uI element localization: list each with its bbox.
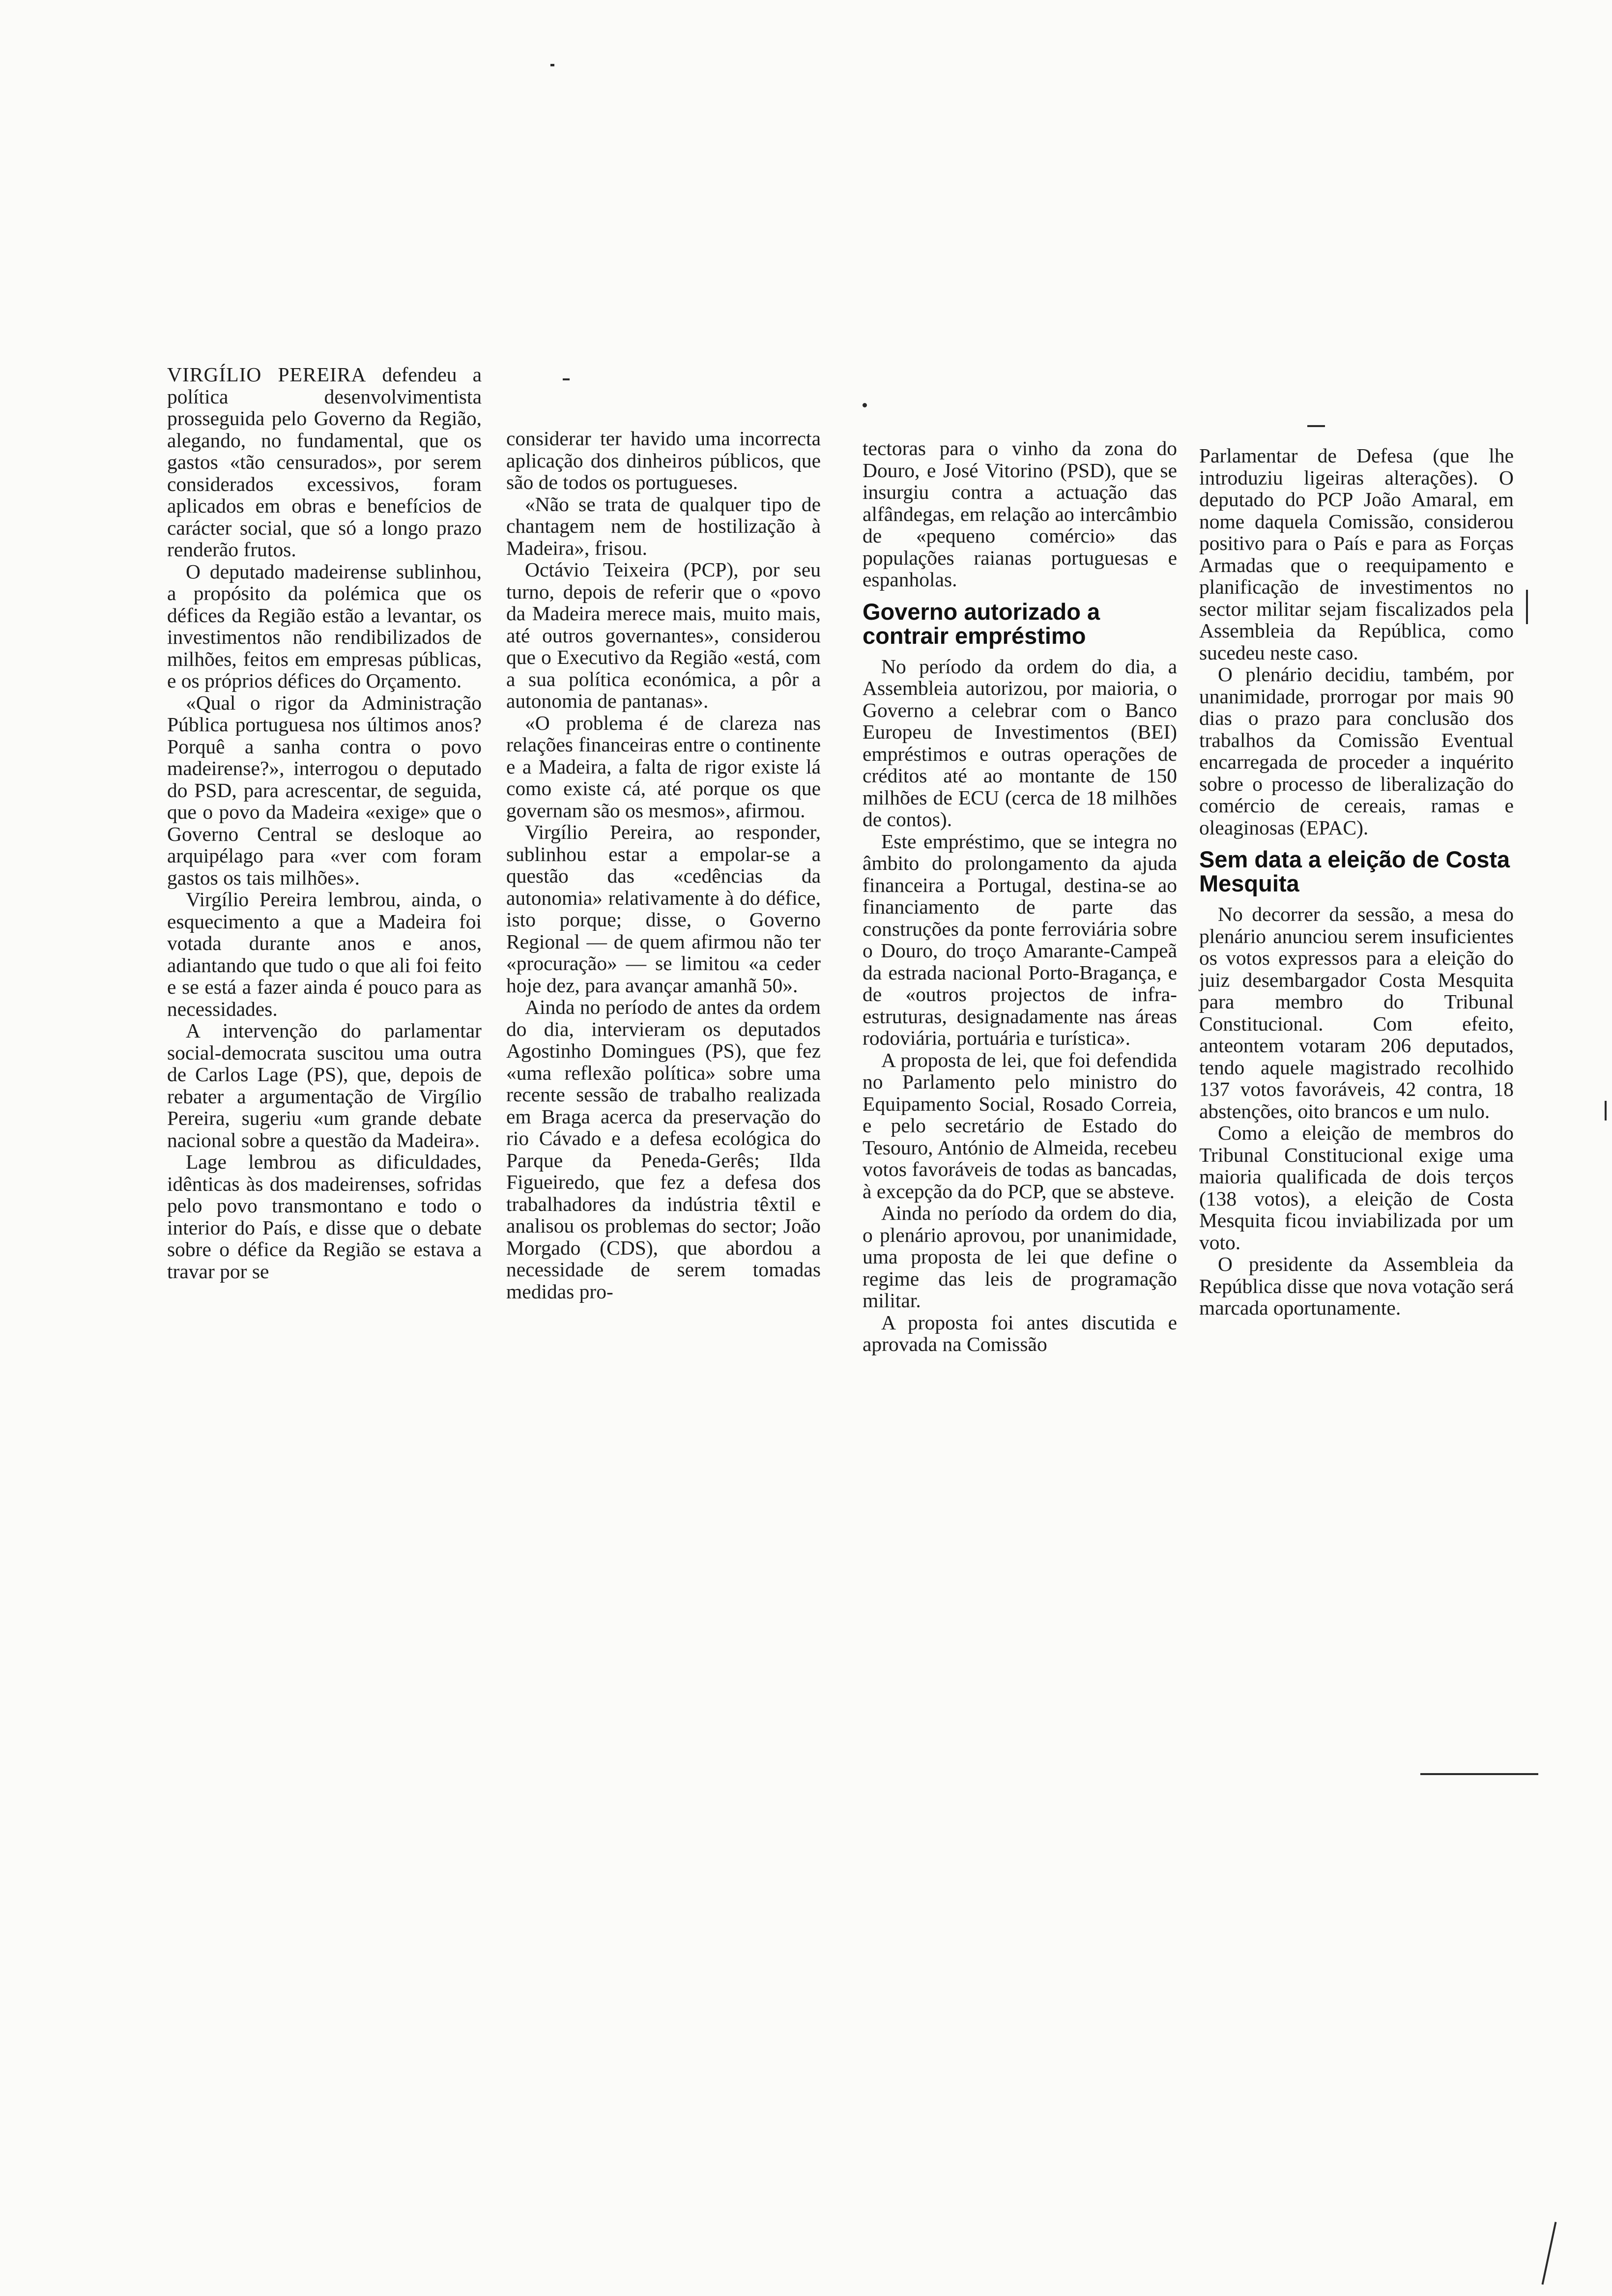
paragraph: Virgílio Pereira lembrou, ainda, o esquecimento a que a Madeira foi votada durante anos e anos, adiantando que tudo o que ali foi feito e se está a fazer ainda é pouco para as necessidades.	[167, 888, 482, 1020]
scan-speck	[1542, 2222, 1557, 2285]
paragraph	[167, 364, 482, 561]
paragraph: Virgílio Pereira, ao responder, sublinhou estar a empolar-se a questão das «cedências da autonomia» relativamente à do défice, isto porque; disse, o Governo Regional — de quem afirmou não ter «procuração» — se limitou «a ceder hoje dez, para avançar amanhã 50».	[506, 821, 821, 997]
scan-speck	[863, 403, 867, 407]
paragraph: Como a eleição de membros do Tribunal Constitucional exige uma maioria qualificada de dois terços (138 votos), a eleição de Costa Mesquita ficou inviabilizada por um voto.	[1199, 1121, 1514, 1254]
scan-speck	[1605, 1101, 1607, 1120]
paragraph: No decorrer da sessão, a mesa do plenário anunciou serem insuficientes os votos expressos para a eleição do juiz desembargador Costa Mesquita para membro do Tribunal Constitucional. Com efeito, anteontem votaram 206 deputados, tendo aquele magistrado recolhido 137 votos favoráveis, 42 contra, 18 abstenções, oito brancos e um nulo.	[1199, 903, 1514, 1122]
paragraph: considerar ter havido uma incorrecta aplicação dos dinheiros públicos, que são de todos os portugueses.	[506, 427, 821, 493]
paragraph: tectoras para o vinho da zona do Douro, e José Vitorino (PSD), que se insurgiu contra a actuação das alfândegas, em relação ao intercâmbio de «pequeno comércio» das populações raianas portuguesas e espanholas.	[863, 437, 1177, 591]
paragraph: Octávio Teixeira (PCP), por seu turno, depois de referir que o «povo da Madeira merece mais, muito mais, até outros governantes», considerou que o Executivo da Região «está, com a sua política económica, a pôr a autonomia de pantanas».	[506, 558, 821, 712]
paragraph: «Qual o rigor da Administração Pública portuguesa nos últimos anos? Porquê a sanha contra o povo madeirense?», interrogou o deputado do PSD, para acrescentar, de seguida, que o povo da Madeira «exige» que o Governo Central se desloque ao arquipélago para «ver com foram gastos os tais milhões».	[167, 691, 482, 889]
paragraph: O plenário decidiu, também, por unanimidade, prorrogar por mais 90 dias o prazo para conclusão dos trabalhos da Comissão Eventual encarregada de proceder a inquérito sobre o processo de liberalização do comércio de cereais, ramas e oleaginosas (EPAC).	[1199, 663, 1514, 839]
scan-speck	[1526, 590, 1528, 624]
scan-speck	[563, 378, 570, 380]
paragraph: Ainda no período de antes da ordem do dia, intervieram os deputados Agostinho Domingues (PS), que fez «uma reflexão política» sobre uma recente sessão de trabalho realizada em Braga acerca da preservação do rio Cávado e a defesa ecológica do Parque da Peneda-Gerês; Ilda Figueiredo, que fez a defesa dos trabalhadores da indústria têxtil e analisou os problemas do sector; João Morgado (CDS), que abordou a necessidade de serem tomadas medidas pro-	[506, 996, 821, 1303]
scan-speck	[550, 64, 554, 66]
scan-rule	[1420, 1773, 1538, 1775]
article-column-3	[863, 437, 1177, 1355]
paragraph: Este empréstimo, que se integra no âmbito do prolongamento da ajuda financeira a Portugal, destina-se ao financiamento de parte das construções da ponte ferroviária sobre o Douro, do troço Amarante-Campeã da estrada nacional Porto-Bragança, e de «outros projectos de infra-estruturas, designadamente nas áreas rodoviária, portuária e turística».	[863, 830, 1177, 1049]
paragraph: «O problema é de clareza nas relações financeiras entre o continente e a Madeira, a falta de rigor existe lá como existe cá, até porque os que governam são os mesmos», afirmou.	[506, 711, 821, 822]
paragraph: A proposta de lei, que foi defendida no Parlamento pelo ministro do Equipamento Social, Rosado Correia, e pelo secretário de Estado do Tesouro, António de Almeida, recebeu votos favoráveis de todas as bancadas, à excepção da do PCP, que se absteve.	[863, 1048, 1177, 1203]
paragraph: Lage lembrou as dificuldades, idênticas às dos madeirenses, sofridas pelo povo transmontano e todo o interior do País, e disse que o debate sobre o défice da Região se estava a travar por se	[167, 1150, 482, 1283]
paragraph-text: defendeu a política desenvolvimentista prosseguida pelo Governo da Região, alegando, no fundamental, que os gastos «tão censurados», por serem considerados excessivos, foram aplicados em obras e benefícios de carácter social, que só a longo prazo renderão frutos.	[167, 363, 482, 561]
paragraph: Ainda no período da ordem do dia, o plenário aprovou, por unanimidade, uma proposta de lei que define o regime das leis de programação militar.	[863, 1202, 1177, 1312]
section-heading: Governo autorizado a contrair empréstimo	[863, 598, 1100, 649]
paragraph: «Não se trata de qualquer tipo de chantagem nem de hostilização à Madeira», frisou.	[506, 492, 821, 559]
paragraph: A proposta foi antes discutida e aprovada na Comissão	[863, 1311, 1177, 1355]
paragraph: O deputado madeirense sublinhou, a propósito da polémica que os défices da Região estão a levantar, os investimentos não rendibilizados de milhões, feitos em empresas públicas, e os próprios défices do Orçamento.	[167, 560, 482, 692]
paragraph: Parlamentar de Defesa (que lhe introduziu ligeiras alterações). O deputado do PCP João Amaral, em nome daquela Comissão, considerou positivo para o País e para as Forças Armadas que o reequipamento e planificação de investimentos no sector militar sejam fiscalizados pela Assembleia da República, como sucedeu neste caso.	[1199, 444, 1514, 664]
paragraph: A intervenção do parlamentar social-democrata suscitou uma outra de Carlos Lage (PS), que, depois de rebater a argumentação de Virgílio Pereira, sugeriu «um grande debate nacional sobre a questão da Madeira».	[167, 1019, 482, 1151]
article-column-4	[1199, 445, 1514, 1319]
article-column-2	[506, 428, 821, 1302]
paragraph: O presidente da Assembleia da República disse que nova votação será marcada oportunamente.	[1199, 1253, 1514, 1319]
lead-name: VIRGÍLIO PEREIRA	[167, 363, 367, 386]
section-heading: Sem data a eleição de Costa Mesquita	[1199, 846, 1510, 896]
paragraph: No período da ordem do dia, a Assembleia autorizou, por maioria, o Governo a celebrar com o Banco Europeu de Investimentos (BEI) empréstimos e outras operações de créditos até ao montante de 150 milhões de ECU (cerca de 18 milhões de contos).	[863, 655, 1177, 831]
article-column-1	[167, 364, 482, 1282]
scan-speck	[1307, 425, 1325, 427]
